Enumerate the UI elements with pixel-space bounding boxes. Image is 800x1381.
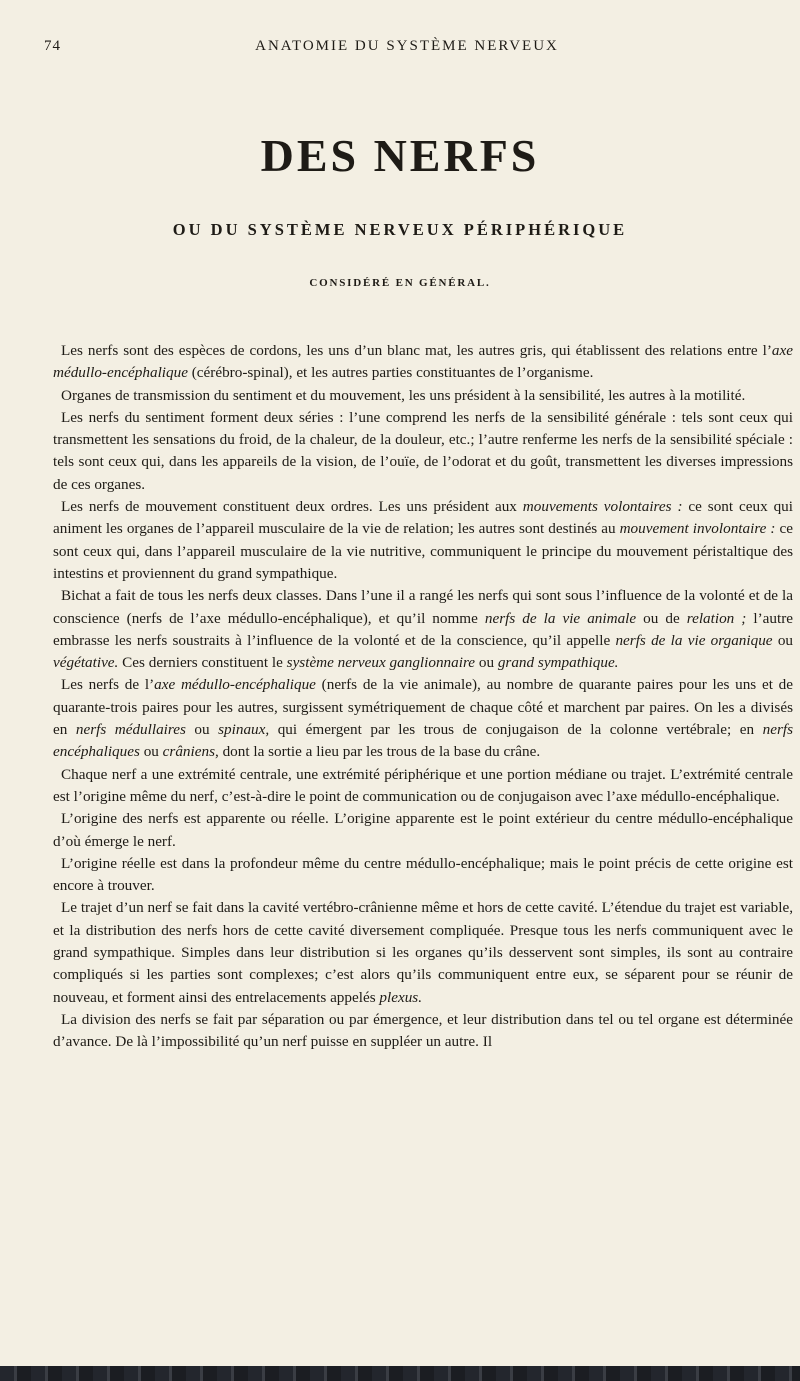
italic-term: mouvements volontaires : xyxy=(522,498,683,516)
italic-term: plexus. xyxy=(379,988,423,1006)
text-run: Les nerfs sont des espèces de cordons, les uns d’un blanc mat, les autres gris, qui établissent des relations entre l’ xyxy=(61,342,772,359)
text-run: Chaque nerf a une extrémité centrale, une extrémité périphérique et une portion médiane ou trajet. L’extrémité centrale est l’origine même du nerf, c’est-à-dire le point de communication ou de conjugaison avec l’axe médullo-encéphalique. xyxy=(53,765,793,805)
text-run: ce sont ceux qui animent les organes de l’appareil musculaire de la vie de relation; les autres sont destinés au xyxy=(53,498,793,538)
chapter-subheading: CONSIDÉRÉ EN GÉNÉRAL. xyxy=(309,277,491,289)
paragraph xyxy=(53,496,793,585)
text-run: Organes de transmission du sentiment et du mouvement, les uns président à la sensibilité, les autres à la motilité. xyxy=(61,386,746,404)
text-run: ou xyxy=(139,743,163,761)
page-bottom-edge xyxy=(0,1366,800,1381)
page-number: 74 xyxy=(44,38,61,54)
italic-term: nerfs de la vie animale xyxy=(484,609,637,627)
text-run: Bichat a fait de tous les nerfs deux classes. Dans l’une il a rangé les nerfs qui sont sous l’influence de la volonté et de la conscience (nerfs de l’axe médullo-encéphalique), et qu’il nomme xyxy=(53,587,793,627)
text-run: Les nerfs de mouvement constituent deux ordres. Les uns président aux xyxy=(61,498,523,516)
paragraph xyxy=(53,897,793,1008)
text-run: qui émergent par les trous de conjugaison de la colonne vertébrale; en xyxy=(269,721,763,739)
italic-term: mouvement involontaire : xyxy=(619,520,776,538)
chapter-subtitle: OU DU SYSTÈME NERVEUX PÉRIPHÉRIQUE xyxy=(172,220,628,239)
text-run: ou de xyxy=(636,609,687,627)
italic-term: axe médullo-encéphalique xyxy=(53,342,793,382)
running-head xyxy=(44,38,770,58)
italic-term: système nerveux ganglionnaire xyxy=(286,654,476,672)
text-run: l’autre embrasse les nerfs soustraits à l’influence de la volonté et de la conscience, qu’il appelle xyxy=(53,609,793,649)
text-run: ce sont ceux qui, dans l’appareil musculaire de la vie nutritive, communiquent le principe du mouvement péristaltique des intestins et proviennent du grand sympathique. xyxy=(53,520,793,582)
paragraph xyxy=(53,340,793,385)
paragraph xyxy=(53,808,793,853)
body-text xyxy=(53,340,793,1054)
paragraph xyxy=(53,853,793,898)
italic-term: nerfs médullaires xyxy=(75,721,186,739)
text-run: (nerfs de la vie animale), au nombre de quarante paires pour les uns et de quarante-trois paires pour les autres, surgissent symétriquement de chaque côté et marchent par paires. On les a divisés en xyxy=(53,676,793,739)
paragraph xyxy=(53,385,793,407)
paragraph xyxy=(53,1009,793,1054)
chapter-title: DES NERFS xyxy=(260,130,540,181)
paragraph xyxy=(53,764,793,809)
italic-term: nerfs de la vie organique xyxy=(615,631,773,649)
text-run: (cérébro-spinal), et les autres parties constituantes de l’organisme. xyxy=(187,364,594,382)
text-run: ou xyxy=(772,631,794,649)
text-run: ou xyxy=(185,721,219,739)
text-run: ou xyxy=(475,654,498,672)
paragraph xyxy=(53,407,793,496)
paragraph xyxy=(53,585,793,674)
text-run: L’origine réelle est dans la profondeur même du centre médullo-encéphalique; mais le point précis de cette origine est encore à trouver. xyxy=(53,854,793,895)
italic-term: végétative. xyxy=(53,654,119,672)
paragraph xyxy=(53,674,793,763)
italic-term: nerfs encéphaliques xyxy=(53,721,793,761)
italic-term: spinaux, xyxy=(218,721,270,739)
text-run: , dont la sortie a lieu par les trous de la base du crâne. xyxy=(214,743,541,761)
text-run: Les nerfs de l’ xyxy=(61,676,155,694)
text-run: Ces derniers constituent le xyxy=(118,654,287,672)
italic-term: crâniens xyxy=(162,743,215,761)
italic-term: grand sympathique. xyxy=(497,654,619,672)
italic-term: relation ; xyxy=(686,609,747,627)
text-run: Les nerfs du sentiment forment deux séries : l’une comprend les nerfs de la sensibilité générale : tels sont ceux qui transmettent les sensations du froid, de la chaleur, de la douleur, etc.; l’autre renferme les nerfs de la sensibilité spéciale : tels sont ceux qui, dans les appareils de la vision, de l’ouïe, de l’odorat et du goût, transmettent les diverses impressions de ces organes. xyxy=(53,408,793,493)
italic-term: axe médullo-encéphalique xyxy=(154,676,316,694)
running-head-title: ANATOMIE DU SYSTÈME NERVEUX xyxy=(255,38,559,54)
text-run: Le trajet d’un nerf se fait dans la cavité vertébro-crânienne même et hors de cette cavité. L’étendue du trajet est variable, et la distribution des nerfs hors de cette cavité diversement compliquée. Presque tous les nerfs communiquent avec le grand sympathique. Simples dans leur distribution si les organes qu’ils desservent sont simples, ils sont au contraire compliqués si les parties sont complexes; c’est alors qu’ils communiquent entre eux, se séparent pour se réunir de nouveau, et forment ainsi des entrelacements appelés xyxy=(53,899,793,1006)
text-run: L’origine des nerfs est apparente ou réelle. L’origine apparente est le point extérieur du centre médullo-encéphalique d’où émerge le nerf. xyxy=(53,810,793,850)
text-run: La division des nerfs se fait par séparation ou par émergence, et leur distribution dans tel ou tel organe est déterminée d’avance. De là l’impossibilité qu’un nerf puisse en suppléer un autre. Il xyxy=(53,1010,793,1051)
